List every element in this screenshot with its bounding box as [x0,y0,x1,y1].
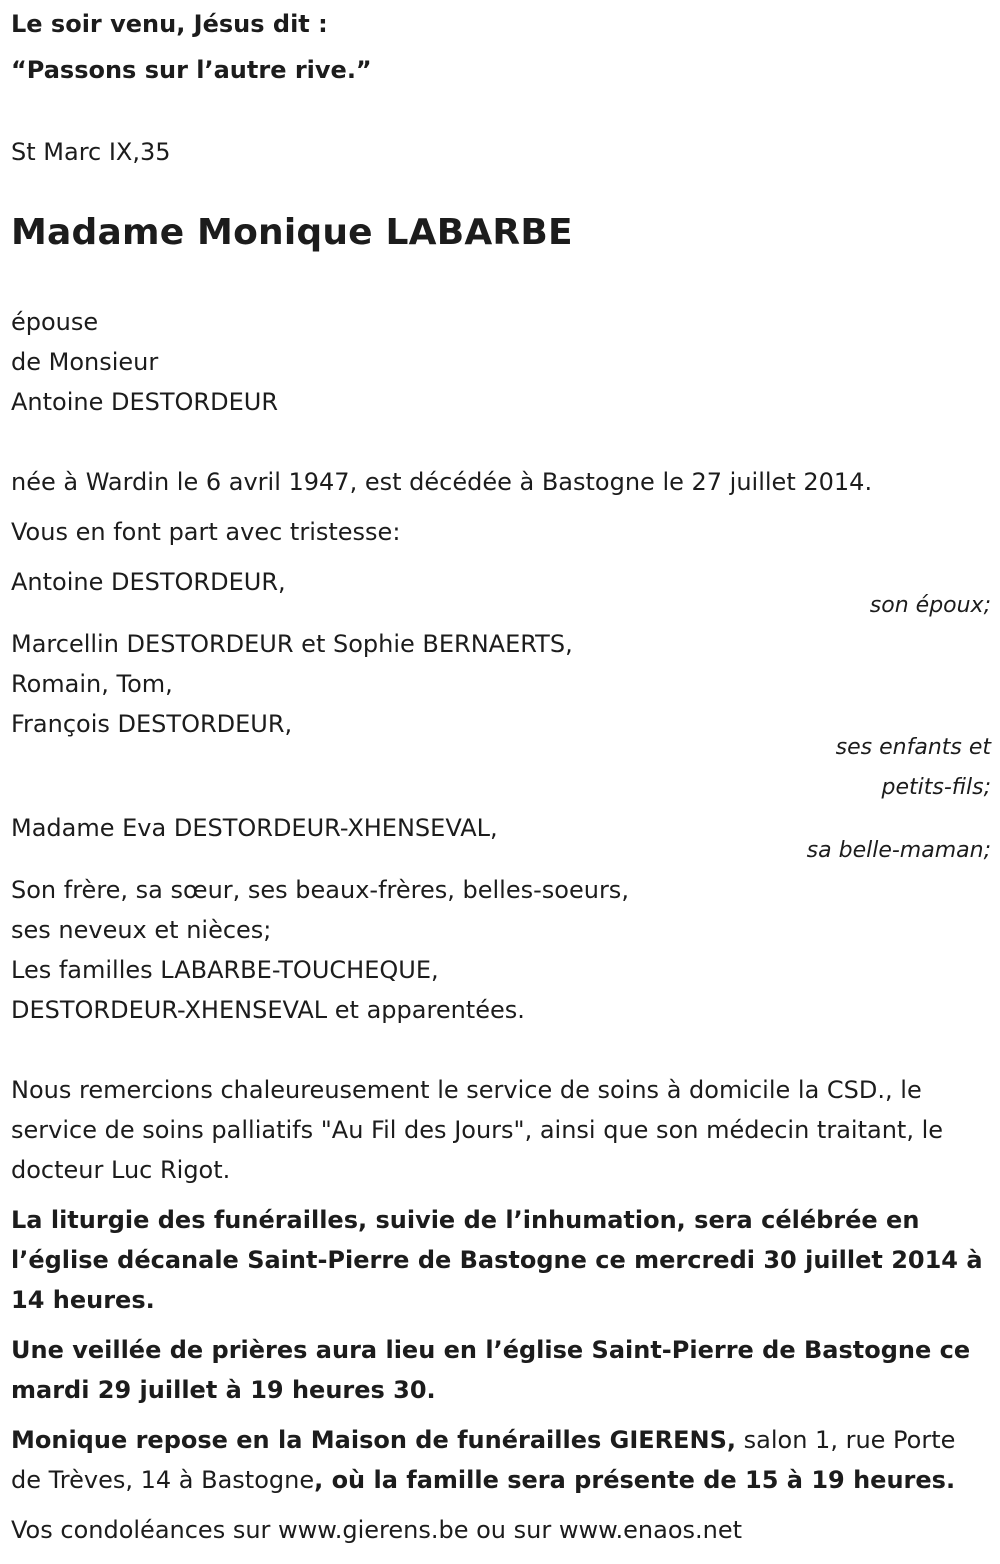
other-family-line: Son frère, sa sœur, ses beaux-frères, belles-soeurs, [11,876,629,904]
family-relation: son époux; [869,593,991,618]
spouse-line-2: de Monsieur [11,348,159,376]
spouse-line-1: épouse [11,308,99,336]
family-name: Antoine DESTORDEUR, [11,568,286,596]
spouse-line-3: Antoine DESTORDEUR [11,388,278,416]
family-name: Madame Eva DESTORDEUR-XHENSEVAL, [11,814,498,842]
other-family-line: DESTORDEUR-XHENSEVAL et apparentées. [11,996,525,1024]
birth-death-line: née à Wardin le 6 avril 1947, est décédée à Bastogne le 27 juillet 2014. [11,468,873,496]
condolences-line: Vos condoléances sur www.gierens.be ou sur www.enaos.net [11,1516,743,1544]
quote-reference: St Marc IX,35 [11,138,171,166]
rest-visiting-hours: , où la famille sera présente de 15 à 19 heures. [314,1466,956,1494]
rest-paragraph [11,1420,991,1500]
funeral-paragraph: La liturgie des funérailles, suivie de l’inhumation, sera célébrée en l’église décanale Saint-Pierre de Bastogne ce mercredi 30 juillet 2014 à 14 heures. [11,1206,983,1314]
rest-location: Monique repose en la Maison de funérailles GIERENS, [11,1426,737,1454]
family-name: Romain, Tom, [11,670,173,698]
quote-line-2: “Passons sur l’autre rive.” [11,56,372,84]
family-relation: ses enfants et [835,735,991,760]
family-name: Marcellin DESTORDEUR et Sophie BERNAERTS, [11,630,573,658]
other-family-line: Les familles LABARBE-TOUCHEQUE, [11,956,439,984]
deceased-name: Madame Monique LABARBE [11,212,573,253]
family-name: François DESTORDEUR, [11,710,293,738]
quote-line-1: Le soir venu, Jésus dit : [11,10,328,38]
rest-address: salon 1, rue Porte de Trèves, 14 à Bastogne [11,1426,956,1494]
family-relation: petits-fils; [881,775,991,800]
family-relation: sa belle-maman; [806,838,991,863]
thanks-paragraph: Nous remercions chaleureusement le service de soins à domicile la CSD., le service de soins palliatifs "Au Fil des Jours", ainsi que son médecin traitant, le docteur Luc Rigot. [11,1076,944,1184]
other-family-line: ses neveux et nièces; [11,916,272,944]
family-intro: Vous en font part avec tristesse: [11,518,401,546]
vigil-paragraph: Une veillée de prières aura lieu en l’église Saint-Pierre de Bastogne ce mardi 29 juillet à 19 heures 30. [11,1336,971,1404]
